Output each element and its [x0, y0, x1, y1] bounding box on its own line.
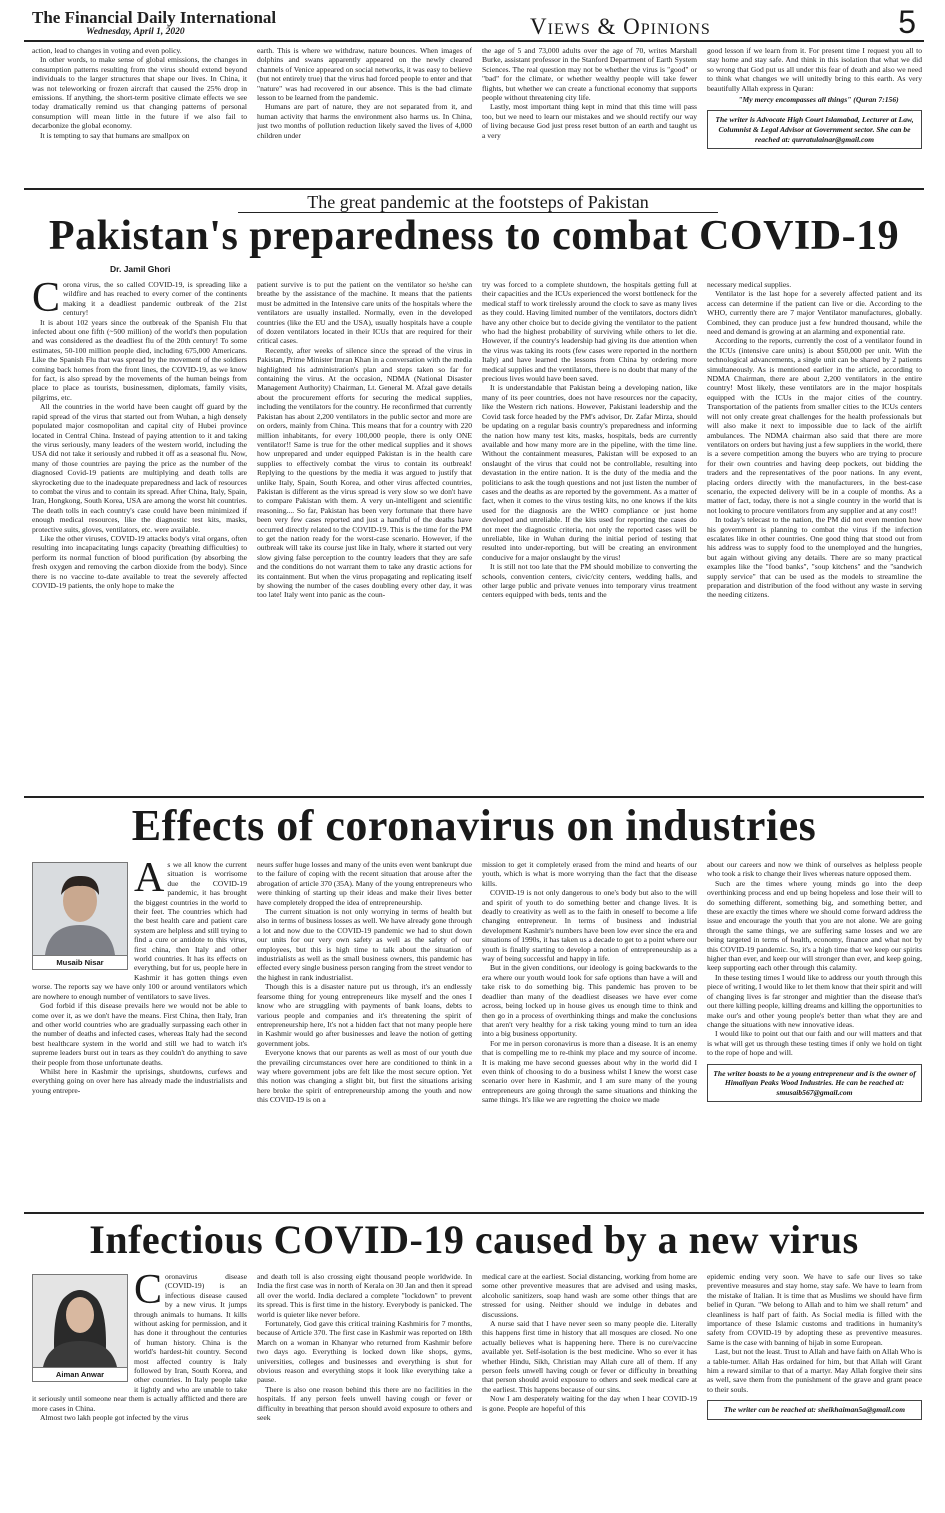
article-column-3 [482, 860, 697, 1206]
paragraph: For me in person coronavirus is more than a disease. It is an enemy that is compelling me to re-think my place and my source of income. It is making me have second guesses about why in the world did I even think of choosing to do a business whilst I knew the worst case scenario over here in Kashmir, and I am sure many of the young entrepreneurs are going through the same situations and thinking the same things. It's like we are regretting the choice we made [482, 1038, 697, 1105]
paragraph: All the countries in the world have been caught off guard by the rapid spread of the virus that started out from Wuhan, a high densely populated major cosmopolitan and capital city of Hubei province located in Central China. Instead of paying attention to it and taking the virus seriously, many leaders of the western world, including the USA did not take it seriously and rubbed it off as a seasonal flu. Now, many of those countries are paying the price as the number of the diagnosed Covid-19 patients are multiplying and death tolls are skyrocketing due to the inadequate preparedness and lack of resources to combat the virus and to contain its spread. After China, Italy, Spain, Iran, Hongkong, South Korea, USA are among the worst hit countries. The death tolls in each country's case could have been minimized if enough medical resources, like the diagnostic test kits, masks, protective suits, gloves, ventilators, etc. were available. [32, 402, 247, 534]
paragraph: Coronavirus disease (COVID-19) is an infectious disease caused by a new virus. It jumps through animals to humans. It kills without asking for permission, and it has done it throughout the centuries of human history. China is the world's hardest-hit country. Second most affected country is Italy followed by Iran, South Korea, and other countries. In Italy people take it lightly and who are unable to take it seriously until someone near them is actually afflicted and there are more cases in China. [32, 1272, 247, 1413]
article-column-1 [32, 1272, 247, 1504]
paragraph: action, lead to changes in voting and even policy. [32, 46, 182, 55]
paragraph: Whilst here in Kashmir the uprisings, shutdowns, curfews and everything going on over here has already made the industrialists and young entrepre- [32, 1066, 247, 1095]
paragraph: It is understandable that Pakistan being a developing nation, like many of its peer countries, does not have resources nor the capacity, like the Western rich nations. However, Pakistani leadership and the Covid task force headed by the PM's advisor, Dr. Zafar Mirza, should be updating on a regular basis country's preparedness and informing the nation how many test kits, masks, hospitals, beds are currently available and how many more are in the pipeline, with the time line. Without the containment measures, Pakistan will be exposed to an onslaught of the virus that could not be controllable, resulting into devastation in the entire nation. It is the duty of the media and the politicians to ask the tough questions and not just listen the number of cases and the deaths as are reported by the government. As a matter of fact, when it comes to the virus testing kits, no one knows if the kits used for the diagnosis are the WHO compliance or just home developed and unreliable. If the kits used for reporting the cases do not meet the diagnostic criteria, not only the reported cases will be unreliable, like in Wuhan during the initial period of testing that resulted into under-reporting, but will be creating an environment conducive for a major onslaught by the virus! [482, 383, 697, 562]
paragraph: Humans are part of nature, they are not separated from it, and human activity that harms the environment also harms us. In China, just two months of pollution reduction likely saved the lives of 4,000 children under [257, 102, 472, 140]
paragraph: Ventilator is the last hope for a severely affected patient and its access can determine if the patient can live or die. According to the WHO, currently there are 7 major Ventilator manufactures, globally. Combined, they can produce just a few hundred thousand, while the need and demand is growing at an alarming and exponential rate. [707, 289, 922, 337]
paragraph: Everyone knows that our parents as well as most of our youth due the prevailing circumstances over here are conditioned to think in a way where government jobs are felt like the most secure option. Yet this notion was changing a slight bit, but first the situations arising here broke the spirit of entrepreneurship among the youth and now this COVID-19 is on a [257, 1048, 472, 1105]
article-infectious-covid [24, 1216, 924, 1508]
paragraph: In these testing times I would like to address our youth through this piece of writing, I would like to let them know that their spirit and will of changing lives is far stronger and mightier than the disease that's out there killing people, killing dreams and killing the opportunities to make our's and other young people's better than what they are and change the situations with new innovative ideas. [707, 972, 922, 1029]
paper-name: The Financial Daily International [32, 8, 277, 27]
photo-caption: Musaib Nisar [33, 955, 127, 969]
top-article-column-2 [257, 46, 472, 184]
paragraph: medical care at the earliest. Social distancing, working from home are some other preventive measures that are advised and using masks, alcoholic sanitizers, soap hand wash are some other things that are stressed for using. Neither should we indulge in debates and discussions. [482, 1272, 697, 1319]
author-bio: The writer can be reached at: sheikhaiman5a@gmail.com [707, 1400, 922, 1420]
paragraph: Like the other viruses, COVID-19 attacks body's vital organs, often resulting into incapacitating lungs capacity (breathing difficulties) to perform its normal function of blood purification (by absorbing the fresh oxygen and removing the carbon dioxide from the body). Since there is no vaccine to-date available to treat the severely affected COVID-19 patients, the only hope to make the [32, 533, 247, 590]
author-photo [32, 1274, 128, 1382]
article-column-2 [257, 1272, 472, 1504]
article-headline: Pakistan's preparedness to combat COVID-19 [48, 213, 900, 259]
paragraph: A nurse said that I have never seen so many people die. Literally this happens first time in history that all mosques are closed. No one actually believes what is happening here. There is no cure/vaccine available yet. Self-isolation is the best medicine. Who so ever it has whether Hindu, Sikh, Christian may Allah cure all of them. If any person feels unwell having cough or fever or difficulty in breathing that person should avoid exposure to others and seek medical care at the earliest. This happens because of our sins. [482, 1319, 697, 1394]
top-article-column-4 [707, 46, 922, 184]
top-article-continued [24, 46, 924, 186]
paragraph: God forbid if this disease prevails here we would not be able to come over it, as we don't have the means. First China, then Italy, Iran and other world countries who are gradually surpassing each other in the number of deaths and infected cases, whereas Italy had the second best healthcare system in the world and still we had to watch it's supreme leaders burst out in tears as they couldn't do anything to save their people from those unfortunate deaths. [32, 1001, 247, 1067]
article-column-3 [482, 1272, 697, 1504]
article-headline: Infectious COVID-19 caused by a new virus [89, 1217, 859, 1262]
paragraph: COVID-19 is not only dangerous to one's body but also to the will and spirit of youth to do something better and change lives. It is deadly to creativity as well as to the faith in oneself to become a life changing entrepreneur. In terms of business and industrial development Kashmir's numbers have been low ever since the era and situations of 1990s, it has taken us a decade to get to a point where our youth is finally starting to develop a notion of entrepreneurship as a way of being successful and happy in life. [482, 888, 697, 964]
issue-date: Wednesday, April 1, 2020 [86, 27, 185, 37]
paragraph: According to the reports, currently the cost of a ventilator found in the ICUs (intensive care units) is about $50,000 per unit. With the technological advancements, a single unit can be shared by 2 patients simultaneously. As is mentioned earlier in the article, according to NDMA Chairman, there are about 2,200 ventilators in the entire country! Most likely, these ventilators are in the major hospitals equipped with the ICUs in the major cities of the country. Transportation of the patients from smaller cities to the ICUs centers will not only create great challenges for the health professionals but will also make it next to impossible due to lack of the airlift ambulances. The NDMA chairman also said that there are more ventilators on orders but having just a few suppliers in the world, there is a severe competition among the buyers who are trying to procure for their own countries and having deep pockets, out bidding the traders and the representatives of the poor nations. In any event, placing orders directly with the manufacturers, in the best-case scenario, the expected delivery will be in a couple of months. As a matter of fact, today, there is not a single country in the world that is not looking to procure ventilators from any supplier and at any cost!! [707, 336, 922, 515]
divider [24, 188, 924, 190]
paragraph: and death toll is also crossing eight thousand people worldwide. In India the first case was in north of Kerala on 30 Jan and then it spread all over the world. India declared a complete "lockdown" to prevent its spread. This is first time in the history. Everybody is panicked. The world is quieter like never before. [257, 1272, 472, 1319]
article-column-2 [257, 280, 472, 788]
paragraph: neurs suffer huge losses and many of the units even went bankrupt due to the failure of coping with the recent situation that arouse after the abrogation of article 370 (35A). Many of the young entrepreneurs who were thinking of starting up their ideas and make their lives better have completely dropped the idea of entrepreneurship. [257, 860, 472, 907]
paragraph: Now I am desperately waiting for the day when I hear COVID-19 is gone. People are hopeful of this [482, 1394, 697, 1413]
paragraph: patient survive is to put the patient on the ventilator so he/she can breathe by the assistance of the machine. It means that the patients must be admitted in the Intensive care units of the hospitals where the ventilators are usually installed. Normally, even in the developed countries (like the EU and the USA), usually hospitals have a couple of dozen ventilators located in their ICUs that are required for their critical cases. [257, 280, 472, 346]
article-column-2 [257, 860, 472, 1206]
drop-cap: C [32, 280, 61, 321]
paragraph: In other words, to make sense of global emissions, the changes in consumption patterns resulting from the virus should extend beyond individuals to the larger structures that shape our lives. In China, it was not teleworking or frozen aircraft that caused the 25% drop in emissions. If anything, the short-term positive climate effects we see today dramatically remind us that changing patterns of personal consumption will mean little in the future if we also fail to decarbonize the global economy. [32, 55, 247, 131]
paragraph: necessary medical supplies. [707, 280, 792, 289]
top-article-column-1 [32, 46, 247, 184]
paragraph: Though this is a disaster nature put us through, it's an endlessly fearsome thing for young entrepreneurs like myself and the ones I know who are struggling with payments of bank loans, debts to various people and companies and it's threatening the spirit of entrepreneurship here, It's not a hidden fact that not many people here in Kashmir would go after businesses and leave the notion of getting government jobs. [257, 982, 472, 1048]
article-column-1 [32, 280, 247, 788]
drop-cap: A [134, 860, 165, 901]
article-pakistan-preparedness [24, 192, 924, 792]
paragraph: Last, but not the least. Trust to Allah and have faith on Allah Who is a table-turner. Allah Has ordained for him, but that Allah will Grant him a reward similar to that of a martyr. May Allah forgive their sins as well, save them from the punishment of the grave and grant peace to their souls. [707, 1347, 922, 1394]
photo-caption: Aiman Anwar [33, 1367, 127, 1381]
article-column-4 [707, 280, 922, 788]
paragraph: Corona virus, the so called COVID-19, is spreading like a wildfire and has reached to every corner of the continents making it a deadliest pandemic outbreak of the 21st century! [32, 280, 247, 321]
paragraph: It is tempting to say that humans are smallpox on [40, 130, 190, 140]
paragraph: good lesson if we learn from it. For present time I request you all to stay home and stay safe. And think in this isolation that what we did so wrong that God put us all under this fear of death and also we need to think what changes we will unitedly bring to this earth. As very beautifully Allah express in Quran: [707, 46, 922, 93]
page-number: 5 [898, 4, 916, 40]
paragraph: the age of 5 and 73,000 adults over the age of 70, writes Marshall Burke, assistant professor in the Stanford Department of Earth System Sciences. The real question may not be whether the virus is "good" or "bad" for the climate, or whether wealthy people will take fewer flights, but whether we can create a functional economy that supports people without threatening city life. [482, 46, 697, 103]
paragraph: epidemic ending very soon. We have to safe our lives so take preventive measures and stay home, stay safe. We have to learn from the mistake of Italian. It is time that as Muslims we should have firm belief in Quran. "We belong to Allah and to him we shall return" and cleanliness is half part of faith. As Social media is filled with the importance of these Islamic customs and traditions in humanity's safety from COVID-19 by adopting these as preventive measures. Same is the case with banning of hijab in some European. [707, 1272, 922, 1347]
masthead [24, 6, 924, 42]
paragraph: earth. This is where we withdraw, nature bounces. When images of dolphins and swans apparently appeared on the newly cleared channels of Venice appeared on social networks, it was easy to believe (but not entirely true) that the virus had forced people to enter and that "nature" was had recovered in our absence. This is the bad climate lesson to be learned from the pandemic. [257, 46, 472, 103]
author-photo [32, 862, 128, 970]
paragraph: Recently, after weeks of silence since the spread of the virus in Pakistan, Prime Minister Imran Khan in a conversation with the media highlighted his administration's plan and steps taken so far for containing the virus. At the occasion, NDMA (National Disaster Management Authority) Chairman, Lt. General M. Afzal gave details about the procurement efforts for securing the medical supplies, including the ventilators for the country. He reconfirmed that currently Pakistan has about 2,200 ventilators in the public sector and more are on orders, mainly from China. This means that for a country with 220 million inhabitants, for every 100,000 people, there is only ONE ventilator!! Same is true for the other medical supplies and it shows how unprepared and under equipped Pakistan is in the health care supplies to effectively combat the virus to contain its outbreak! Replying to the questions by the media it was argued to justify that unlike Italy, Spain, South Korea, and other virus affected countries, Pakistan is different as the virus spread is very slow so we don't have to compare Pakistan with them. A very un-intelligent and scientific reasoning.... So far, Pakistan has been very fortunate that there have been very few cases reported and just a handful of the deaths have occurred directly related to the COVID-19. This is the time for the PM to get the nation ready for the worst-case scenario. However, if the outbreak will take its course just like in Italy, where it started out very slow giving false perception to the country leaders that they are safe and the conditions do not warrant them to take any drastic actions for its containment. But when the virus propagating and replicating itself by showing the number of the cases doubling every other day, it was too late! Italy went into panic as the coun- [257, 345, 472, 600]
paragraph: Such are the times where young minds go into the deep overthinking process and end up being hopeless and lose their will to do something different, something big, and something better, and these are exactly the times where we should come forward address the issue and encourage the youth that you are not alone. We are going through the same things, we are suffering same losses and we are being targeted in terms of health, economy, finance and what not by this COVID-19 pandemic. So, it's a high time that we keep our spirits higher than ever, and keep our will stronger than ever, and keep going, keep supporting each other through this calamity. [707, 878, 922, 973]
article-byline: Dr. Jamil Ghori [110, 264, 171, 274]
paragraph: But in the given conditions, our ideology is going backwards to the era where our youth would look for safe options than have a will and take risk to do something big. This pandemic has proven to be deadlier than many of the deadliest diseases we have ever come across, being locked up in house gives us enough time to think and then go in a process of overthinking things and make the conclusions that aren't very healthy for a risk taking young mind to turn an idea into a big business opportunity. [482, 963, 697, 1039]
article-column-4 [707, 1272, 922, 1504]
paragraph: As we all know the current situation is worrisome due the COVID-19 pandemic, it has brought the biggest countries in the world to their feet. The countries which had the best health care and patient care system are helpless and still trying to find a cure or antidote to this virus, first china, then Italy and other world countries. It has its effects on everything, but for us, people here in Kashmir it has gotten things even worse. The reports say we have only 100 or around ventilators which are nowhere to enough number of ventilators to save lives. [32, 860, 247, 1001]
paragraph: Almost two lakh people got infected by the virus [40, 1413, 189, 1423]
author-bio: The writer is Advocate High Court Islamabad, Lecturer at Law, Columnist & Legal Advisor at Government sector. She can be reached at: qurratulainar@gmail.com [707, 110, 922, 149]
section-title: Views & Opinions [530, 14, 711, 39]
paragraph: It is still not too late that the PM should mobilize to converting the schools, convention centers, civic/city centers, wedding halls, and other large public and private venues into temporary virus treatment centers equipped with beds, tents and the [482, 562, 697, 600]
article-effects-on-industries [24, 800, 924, 1210]
paragraph: Fortunately, God gave this critical training Kashmiris for 7 months, because of Article 370. The first case in Kashmir was reported on 18th March on a woman in Khanyar who returned from Kashmir before two days ago. Everything is locked down like shops, gyms, universities, colleges and businesses and everything is shut for obvious reason and everything stops it look like everything take a pause. [257, 1319, 472, 1385]
article-column-4 [707, 860, 922, 1206]
paragraph: try was forced to a complete shutdown, the hospitals getting full at their capacities and the ICUs experienced the worst bottleneck for the medical staff to work tirelessly around the clock to save as many lives as they could. Having limited number of the ventilators, doctors didn't have any other choice but to decide giving the ventilator to the patient who had the highest probability of surviving while others to let die. However, if the country's leadership had giving its due attention when the virus was taking its roots (few cases were reported in the northern Italy) and have learned the lessons from China by ordering more medical supplies and the ventilators, there is no doubt that many of the precious lives would have been saved. [482, 280, 697, 384]
divider [24, 1212, 924, 1214]
paragraph: I would like to point out that our faith and our will matters and that is what will get us through these testing times if only we hold on tight to the rope of hope and will. [707, 1029, 922, 1058]
article-column-1 [32, 860, 247, 1206]
author-bio: The writer boasts to be a young entrepreneur and is the owner of Himaliyan Peaks Wood Industries. He can be reached at: smusaib567@gmail.com [707, 1064, 922, 1103]
article-kicker: The great pandemic at the footsteps of Pakistan [238, 192, 718, 213]
article-column-3 [482, 280, 697, 788]
paragraph: It is about 102 years since the outbreak of the Spanish Flu that infected about one fifth (~500 million) of the world's then population and was considered as the deadliest flu of the 20th century! To some estimates, 50-100 million people died, including 675,000 Americans. Like the Spanish Flu that was spread by the movement of the soldiers coming back homes from the front lines, the COVID-19, as we know for fact, is also spread by the movements of the human beings from place to place as tourists, businessmen, diplomats, family visits, pilgrims, etc. [32, 317, 247, 402]
drop-cap: C [134, 1272, 163, 1313]
divider [24, 796, 924, 798]
article-headline: Effects of coronavirus on industries [131, 801, 817, 850]
paragraph: In today's telecast to the nation, the PM did not even mention how his government is planning to combat the virus if the infection escalates like in other countries. One good thing that stood out from his address was to supply food to the unemployed and the hungries, but again without giving any details. There are so many practical examples like the "food banks", "soup kitchens" and the "sandwich supply service" that can be used as the models to streamline the preparation and distribution of the food without any waste in serving the needing citizens. [707, 515, 922, 600]
quran-quote: "My mercy encompasses all things" (Quran 7:156) [738, 95, 899, 105]
top-article-column-3 [482, 46, 697, 184]
paragraph: about our careers and now we think of ourselves as helpless people who took a risk to change their lives whereas nature opposed them. [707, 860, 922, 879]
paragraph: Lastly, most important thing kept in mind that this time will pass too, but we need to learn our mistakes and we should rectify our way of living because God just press reset button of an earth and taught us a very [482, 102, 697, 140]
paragraph: mission to get it completely erased from the mind and hearts of our youth, which is what is more worrying than the fact that the disease kills. [482, 860, 697, 888]
author-portrait-image [33, 863, 127, 955]
paragraph: The current situation is not only worrying in terms of health but also in terms of business losses as well. We have already gone through a lot and now due to the COVID-19 pandemic we had to shut down our units for our very own safety as well as the safety of our employees, but this is high time to talk about the situation of industrialists as well as the small business owners, this pandemic has effected every single business person ranging from the street vendor to the highest in rank industrialist. [257, 907, 472, 982]
paragraph: There is also one reason behind this there are no facilities in the hospitals. If any person feels unwell having cough or fever or difficulty in breathing that person should avoid exposure to others and seek [257, 1384, 472, 1423]
author-portrait-image [33, 1275, 127, 1367]
